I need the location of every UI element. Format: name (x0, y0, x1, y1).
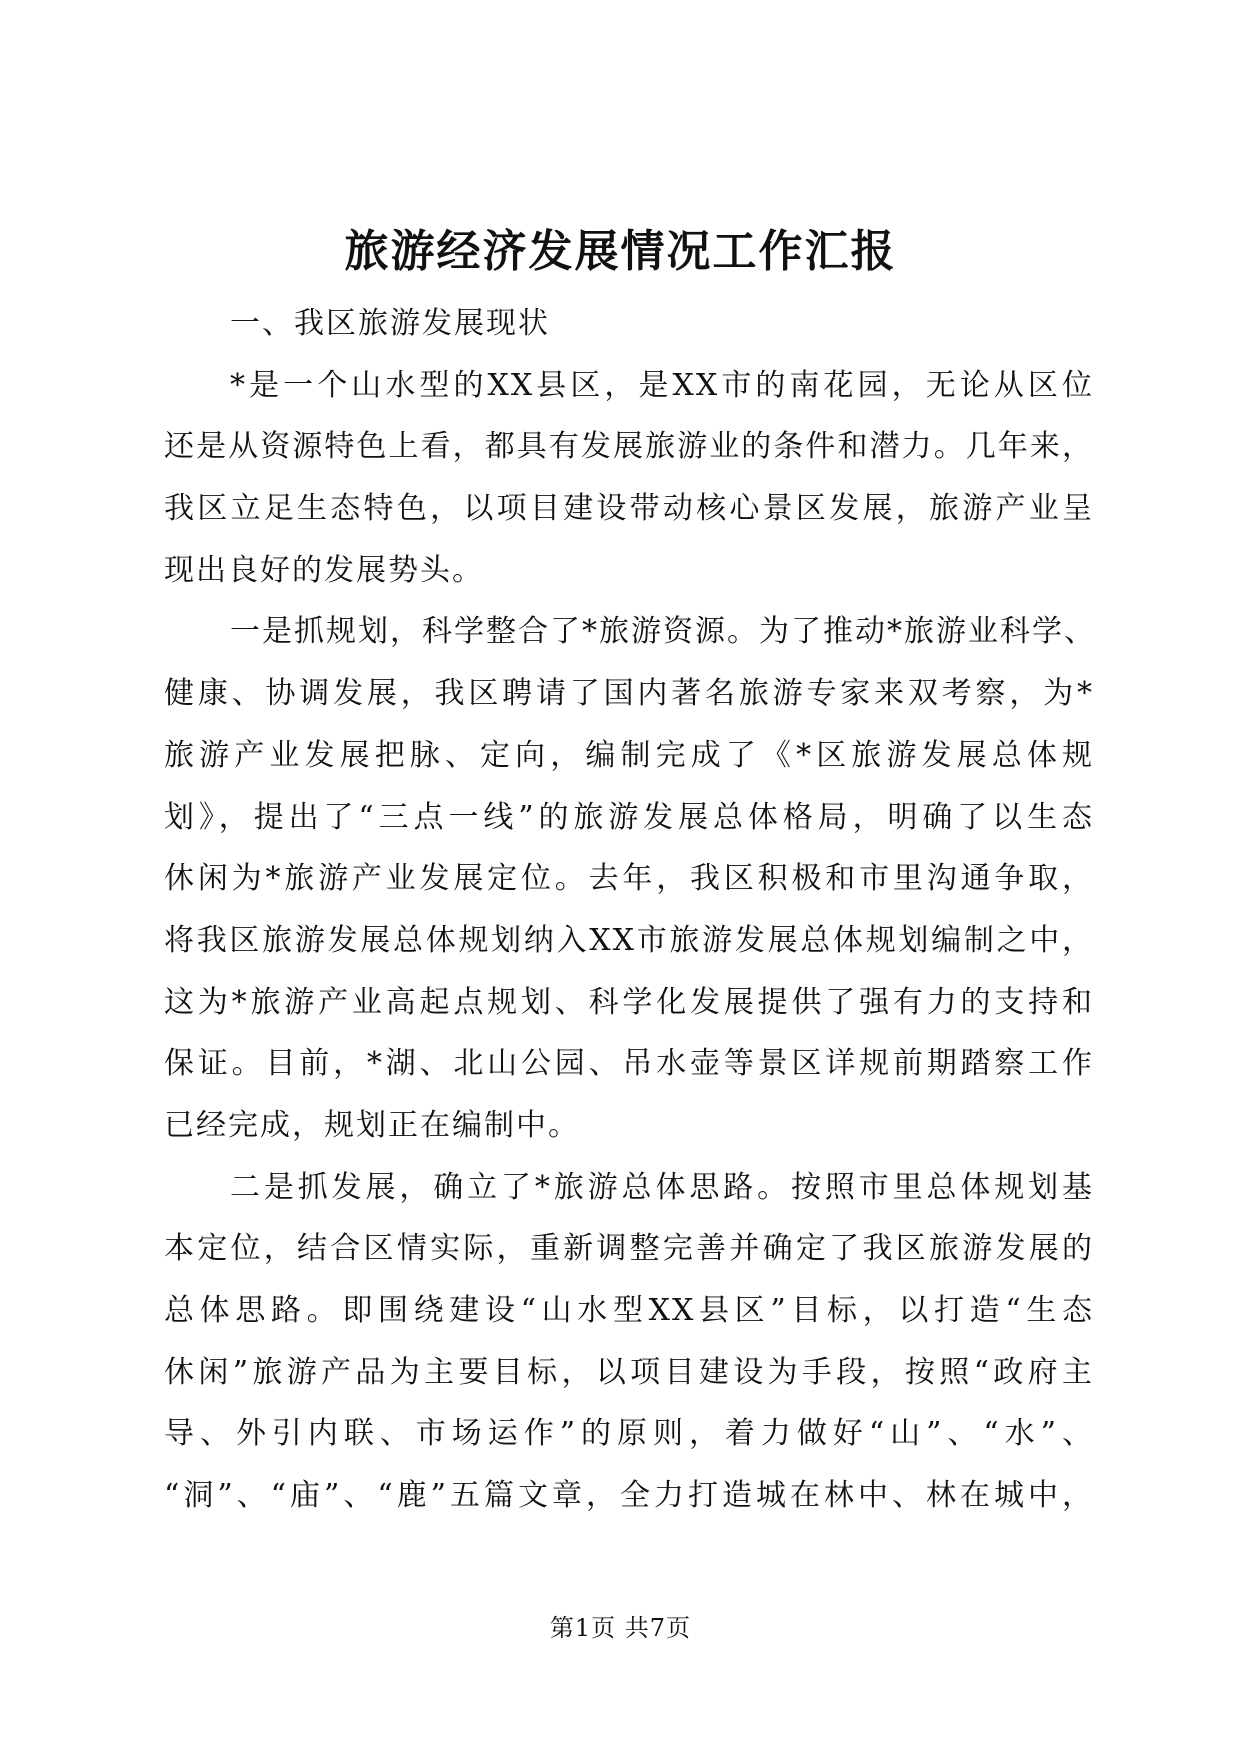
paragraph-line: 健康、协调发展，我区聘请了国内著名旅游专家来双考察，为* (164, 676, 1094, 712)
paragraph-line: 我区立足生态特色，以项目建设带动核心景区发展，旅游产业呈 (164, 491, 1094, 527)
section-heading: 一、我区旅游发展现状 (230, 306, 550, 341)
page-number-footer: 第1页 共7页 (549, 1614, 692, 1642)
document-body (164, 293, 1094, 1527)
paragraph-line: 二是抓发展，确立了*旅游总体思路。按照市里总体规划基 (230, 1169, 1094, 1205)
paragraph-line: 现出良好的发展势头。 (164, 552, 484, 588)
paragraph-line: 旅游产业发展把脉、定向，编制完成了《*区旅游发展总体规 (164, 737, 1094, 773)
paragraph-line: 已经完成，规划正在编制中。 (164, 1107, 580, 1143)
paragraph-line: 还是从资源特色上看，都具有发展旅游业的条件和潜力。几年来， (164, 429, 1094, 465)
paragraph-line: 总体思路。即围绕建设“山水型XX县区”目标，以打造“生态 (164, 1293, 1094, 1328)
paragraph-line: 一是抓规划，科学整合了*旅游资源。为了推动*旅游业科学、 (230, 614, 1096, 650)
paragraph-line: 这为*旅游产业高起点规划、科学化发展提供了强有力的支持和 (164, 984, 1094, 1020)
paragraph-line: 划》，提出了“三点一线”的旅游发展总体格局，明确了以生态 (164, 799, 1094, 835)
paragraph-line: 休闲为*旅游产业发展定位。去年，我区积极和市里沟通争取， (164, 861, 1094, 897)
paragraph-line: 将我区旅游发展总体规划纳入XX市旅游发展总体规划编制之中， (164, 922, 1094, 958)
paragraph-line: 保证。目前，*湖、北山公园、吊水壶等景区详规前期踏察工作 (164, 1046, 1094, 1082)
paragraph-line: *是一个山水型的XX县区，是XX市的南花园，无论从区位 (230, 367, 1094, 403)
paragraph-line: “洞”、“庙”、“鹿”五篇文章，全力打造城在林中、林在城中， (164, 1478, 1094, 1514)
paragraph-line: 本定位，结合区情实际，重新调整完善并确定了我区旅游发展的 (164, 1231, 1094, 1267)
document-title: 旅游经济发展情况工作汇报 (344, 226, 897, 277)
paragraph-line: 休闲”旅游产品为主要目标，以项目建设为手段，按照“政府主 (164, 1354, 1094, 1390)
paragraph-line: 导、外引内联、市场运作”的原则，着力做好“山”、“水”、 (164, 1416, 1094, 1452)
